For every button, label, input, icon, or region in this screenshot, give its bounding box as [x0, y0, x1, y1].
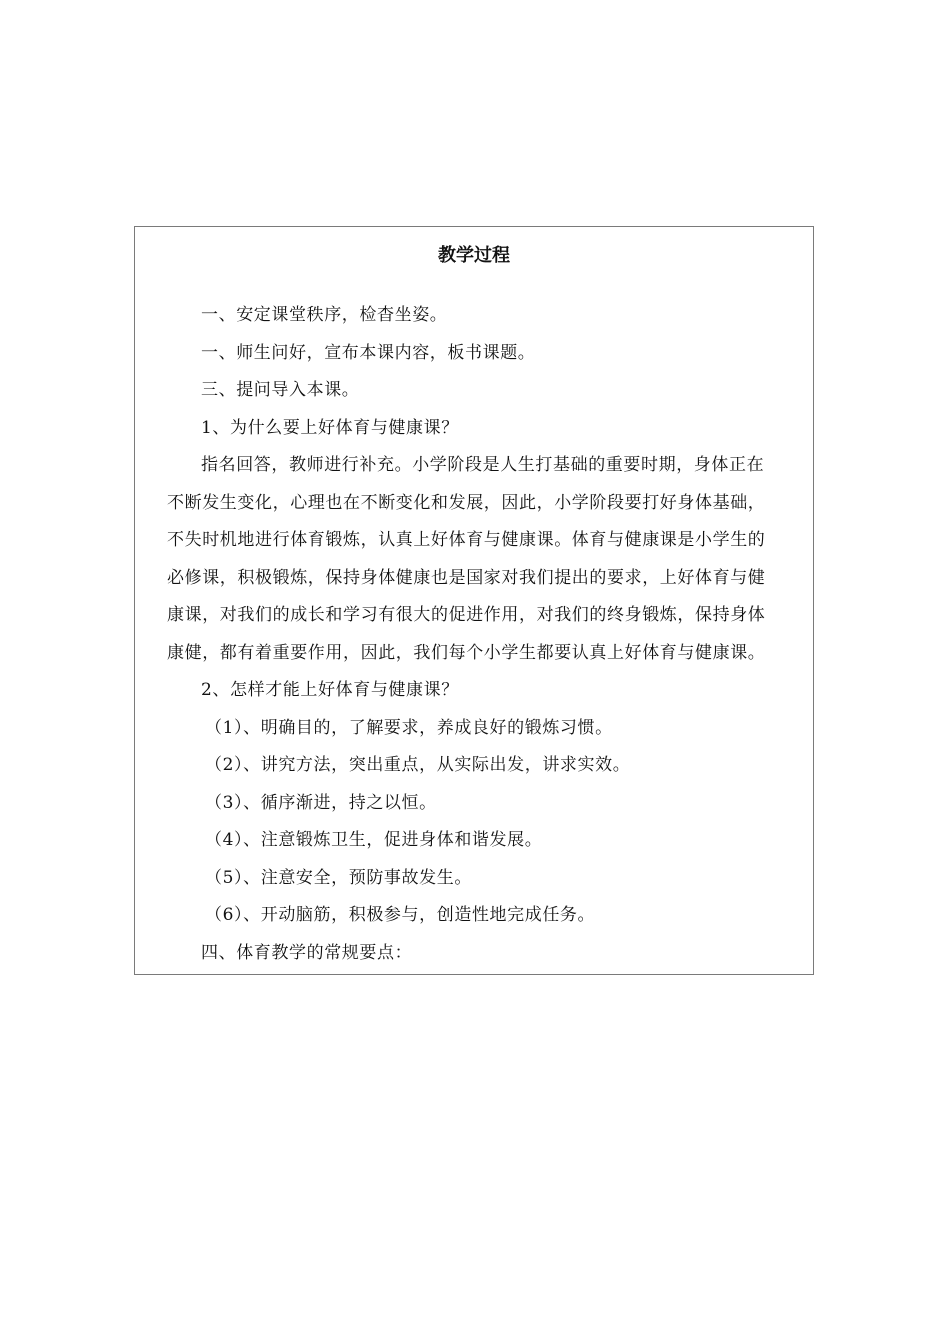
- question-1: 1、为什么要上好体育与健康课？: [201, 417, 459, 438]
- list-item: （2）、讲究方法，突出重点，从实际出发，讲求实效。: [205, 755, 631, 775]
- lesson-table: [134, 226, 814, 975]
- step-3: 三、提问导入本课。: [201, 380, 360, 400]
- list-item: （3）、循序渐进，持之以恒。: [205, 792, 437, 813]
- step-1: 一、安定课堂秩序，检杳坐姿。: [201, 305, 448, 325]
- list-item: （6）、开动脑筋，积极参与，创造性地完成任务。: [205, 905, 596, 925]
- section-content: [167, 297, 781, 972]
- list-item: （1）、明确目的，了解要求，养成良好的锻炼习惯。: [205, 717, 613, 738]
- question-2: 2、怎样才能上好体育与健康课？: [201, 680, 459, 700]
- answer-paragraph: 指名回答，教师进行补充。小学阶段是人生打基础的重要时期，身体正在不断发生变化，心理也在不断变化和发展，因此，小学阶段要打好身体基础，不失时机地进行体育锻炼，认真上好体育与健康课。体育与健康课是小学生的必修课，积极锻炼，保持身体健康也是国家对我们提出的要求，上好体育与健康课，对我们的成长和学习有很大的促进作用，对我们的终身锻炼，保持身体康健，都有着重要作用，因此，我们每个小学生都要认真上好体育与健康课。: [167, 455, 766, 663]
- step-4: 四、体育教学的常规要点：: [201, 942, 413, 963]
- list-item: （5）、注意安全，预防事故发生。: [205, 867, 472, 888]
- step-2: 一、师生问好，宣布本课内容，板书课题。: [201, 342, 536, 363]
- section-title: 教学过程: [438, 245, 510, 266]
- list-item: （4）、注意锻炼卫生，促进身体和谐发展。: [205, 830, 543, 850]
